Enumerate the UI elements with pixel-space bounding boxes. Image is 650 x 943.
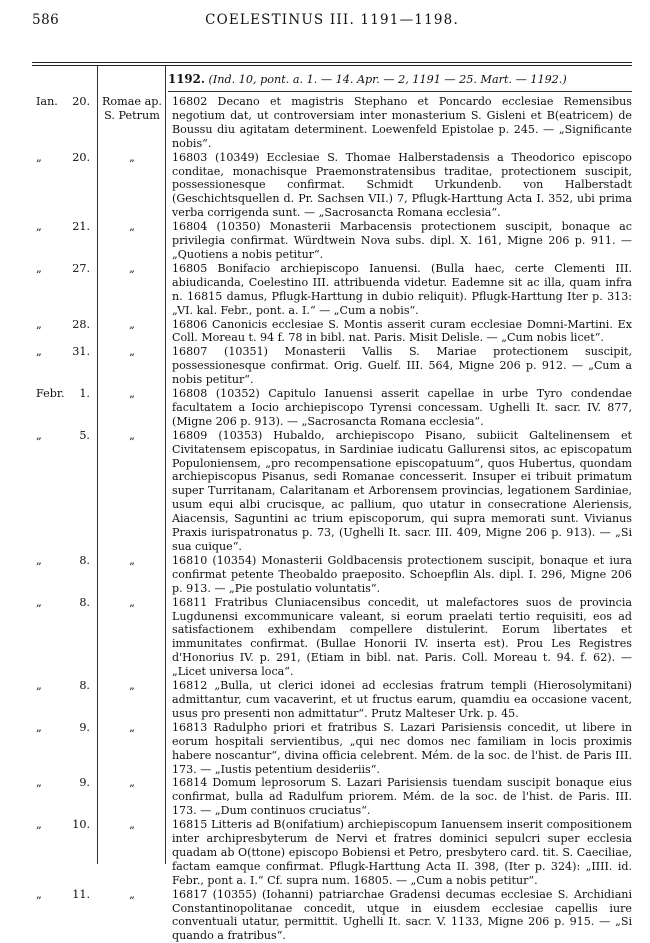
entry-text: 16814 Domum leprosorum S. Lazari Parisiensis tuendam suscipit bonaque eius confirmat, bulla ad Radulfum priorem. Mém. de la soc. de l'hist. de Paris. III. 173. — „Dum continuos cruciatus“. [172,776,632,818]
list-item [32,345,632,387]
entry-text: 16817 (10355) (Iohanni) patriarchae Gradensi decumas ecclesiae S. Archidiani Constantinopolitanae concedit, utque in eiusdem ecclesiae capellis iure conventuali utatur, permittit. Ughelli It. sacr. V. 1133, Migne 206 p. 915. — „Si quando a fratribus“. [172,887,632,943]
entry-text: 16809 (10353) Hubaldo, archiepiscopo Pisano, subiicit Galtelinensem et Civitatensem episcopatus, in Sardiniae iudicatu Gallurensi sitos, ac episcopatum Populoniensem, „pro recompensatione episcopatuum“, quos Hubertus, quondam archiepiscopus Pisanus, sedi Romanae concesserit. Insuper ei tribuit primatum super Turritanam, Calaritanam et Arborensem provincias, legationem Sardiniae, usum equi albi crucisque, ac pallium, quo utatur in consecratione Aleriensis, Aiacensis, Saguntini ac trium episcoporum, qui supra memorati sunt. Vivianus Praxis iurispatronatus p. 73, (Ughelli It. sacr. III. 409, Migne 206 p. 913). — „Si sua cuique“. [172,428,632,553]
entry-place: „ [129,776,135,790]
entry-month: „ [36,887,42,901]
list-item [32,776,632,818]
list-item [32,429,632,554]
entry-text: 16806 Canonicis ecclesiae S. Montis asserit curam ecclesiae Domni-Martini. Ex Coll. Moreau t. 94 f. 78 in bibl. nat. Paris. Misit Delisle. — „Cum nobis licet“. [172,317,632,345]
entry-text: 16813 Radulpho priori et fratribus S. Lazari Parisiensis concedit, ut libere in eorum hospitali servientibus, „qui nec domos nec familiam in locis proximis habere noscantur“, divina officia celebrent. Mém. de la soc. de l'hist. de Paris III. 173. — „Iustis petentium desideriis“. [172,720,632,776]
entry-day: 9. [79,776,90,790]
list-item [32,888,632,943]
list-item [32,554,632,596]
year-info: (Ind. 10, pont. a. 1. — 14. Apr. — 2, 1191 — 25. Mart. — 1192.) [208,73,567,86]
entry-text: 16802 Decano et magistris Stephano et Poncardo ecclesiae Remensibus negotium dat, ut controversiam inter monasterium S. Gisleni et B(eatricem) de Boussu diu agitatam determinent. Loewenfeld Epistolae p. 245. — „Significante nobis“. [172,95,632,150]
entry-month: „ [36,150,42,164]
list-item [32,220,632,262]
page-number: 586 [32,12,60,28]
entry-day: 9. [79,720,90,734]
year-number: 1192. [168,72,205,86]
entry-text: 16810 (10354) Monasterii Goldbacensis protectionem suscipit, bonaque et iura confirmat petente Theobaldo praeposito. Schoepflin Als. dipl. I. 296, Migne 206 p. 913. — „Pie postulatio voluntatis“. [172,553,632,595]
entry-place: „ [129,317,135,331]
list-item [32,95,632,151]
entry-text: 16807 (10351) Monasterii Vallis S. Mariae protectionem suscipit, possessionesque confirmat. Orig. Guelf. III. 564, Migne 206 p. 912. — „Cum a nobis petitur“. [172,345,632,387]
entry-month: Ian. [36,95,58,108]
entry-place: „ [129,887,135,901]
entry-place: „ [129,220,135,234]
entry-day: 11. [72,887,90,901]
entry-day: 31. [72,345,90,359]
list-item [32,151,632,221]
entry-day: 5. [79,428,90,442]
entry-place: „ [129,818,135,832]
header-rule-thin [32,65,632,66]
entry-text: 16805 Bonifacio archiepiscopo Ianuensi. (Bulla haec, certe Clementi III. abiudicanda, Coelestino III. attribuenda videtur. Eademne sit ac illa, quam infra n. 16815 damus, Pflugk-Harttung in dubio reliquit). Pflugk-Harttung Iter p. 313: „VI. kal. Febr., pont. a. I.“ — „Cum a nobis“. [172,261,632,317]
entry-month: „ [36,818,42,832]
entry-month: „ [36,595,42,609]
entry-day: 21. [72,220,90,234]
list-item [32,679,632,721]
running-head: COELESTINUS III. 1191—1198. [205,12,459,28]
entry-month: „ [36,776,42,790]
entry-place: „ [129,428,135,442]
entry-month: „ [36,220,42,234]
entry-day: 20. [72,95,90,108]
entry-day: 8. [79,595,90,609]
regesta-list [32,95,632,943]
entry-month: „ [36,428,42,442]
entry-place: „ [129,595,135,609]
entry-month: Febr. [36,387,65,401]
header-rule-thick [32,62,632,63]
entry-day: 8. [79,679,90,693]
entry-text: 16803 (10349) Ecclesiae S. Thomae Halberstadensis a Theodorico episcopo conditae, monachisque Praemonstratensibus traditae, protectionem suscipit, possessionesque confirmat. Schmidt Urkundenb. von Halberstadt (Geschichtsquellen d. Pr. Sachsen VII.) 7, Pflugk-Harttung Acta I. 352, ubi prima verba corrigenda sunt. — „Sacrosancta Romana ecclesia“. [172,150,632,220]
entry-month: „ [36,720,42,734]
entry-month: „ [36,317,42,331]
page-header [32,8,632,38]
entry-text: 16815 Litteris ad B(onifatium) archiepiscopum Ianuensem inserit compositionem inter archipresbyterum de Nervi et fratres dominici sepulcri super ecclesia quadam ab O(ttone) episcopo Bobiensi et Petro, presbytero card. tit. S. Caeciliae, factam eamque confirmat. Pflugk-Harttung Acta II. 398, (Iter p. 324): „IIII. id. Febr., pont a. I.“ Cf. supra num. 16805. — „Cum a nobis petitur“. [172,818,632,887]
entry-place: „ [129,553,135,567]
list-item [32,596,632,679]
year-heading [168,72,567,86]
list-item [32,262,632,318]
entry-day: 20. [72,150,90,164]
entry-day: 8. [79,553,90,567]
entry-text: 16812 „Bulla, ut clerici idonei ad ecclesias fratrum templi (Hierosolymitani) admittantur, cum vacaverint, et ut fructus earum, quamdiu ea occasione vacent, usus pro presenti non admittatur“. Prutz Malteser Urk. p. 45. [172,679,632,720]
entry-month: „ [36,679,42,693]
entry-place: Romae ap. S. Petrum [101,95,162,122]
entry-place: „ [129,387,135,401]
entry-place: „ [129,679,135,693]
entry-day: 1. [79,387,90,401]
entry-month: „ [36,345,42,359]
entry-day: 27. [72,261,90,275]
entry-place: „ [129,720,135,734]
entry-place: „ [129,345,135,359]
entry-place: „ [129,150,135,164]
entry-day: 28. [72,317,90,331]
list-item [32,318,632,346]
list-item [32,818,632,888]
list-item [32,387,632,429]
entry-day: 10. [72,818,90,832]
entry-text: 16804 (10350) Monasterii Marbacensis protectionem suscipit, bonaque ac privilegia confirmat. Würdtwein Nova subs. dipl. X. 161, Migne 206 p. 911. — „Quotiens a nobis petitur“. [172,220,632,261]
entry-month: „ [36,553,42,567]
entry-month: „ [36,261,42,275]
entry-place: „ [129,261,135,275]
entry-text: 16811 Fratribus Cluniacensibus concedit, ut malefactores suos de provincia Lugdunensi excommunicare valeant, si eorum praelati tertio requisiti, eos ad satisfactionem exhibendam compellere distulerint. Eorum libertates et immunitates confirmat. (Bullae Honorii IV. inserta est). Prou Les Registres d'Honorius IV. p. 291, (Etiam in bibl. nat. Paris. Coll. Moreau t. 94. f. 62). — „Licet universa loca“. [172,595,632,679]
year-rule [168,91,632,92]
list-item [32,721,632,777]
entry-text: 16808 (10352) Capitulo Ianuensi asserit capellae in urbe Tyro condendae facultatem a Iocio archiepiscopo Tyrensi concessam. Ughelli It. sacr. IV. 877, (Migne 206 p. 913). — „Sacrosancta Romana ecclesia“. [172,387,632,428]
